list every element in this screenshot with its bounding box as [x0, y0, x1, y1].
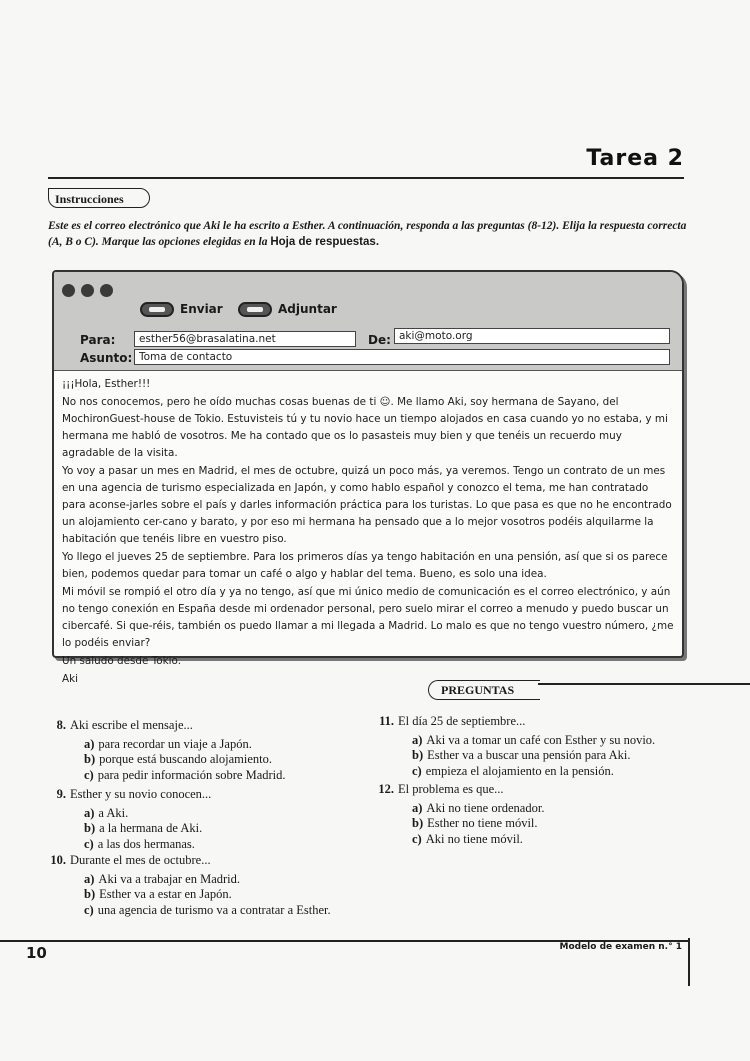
- question-number: 11.: [379, 714, 394, 728]
- option-letter: a): [84, 736, 95, 751]
- to-label: Para:: [80, 333, 116, 347]
- subject-label: Asunto:: [80, 351, 133, 365]
- window-dot-icon[interactable]: [100, 284, 113, 297]
- paperclip-icon: [238, 302, 272, 317]
- instructions-text: [48, 218, 688, 250]
- page-number: 10: [26, 944, 47, 962]
- option-text: Esther va a estar en Japón.: [99, 887, 232, 901]
- email-greeting: ¡¡¡Hola, Esther!!!: [62, 378, 151, 390]
- option-letter: b): [412, 748, 424, 762]
- attach-button[interactable]: [238, 301, 337, 317]
- option-text: Aki no tiene ordenador.: [426, 800, 545, 815]
- option-letter: c): [84, 902, 94, 917]
- email-signature: Aki: [62, 673, 79, 685]
- instructions-end: .: [375, 236, 380, 248]
- email-paragraph: Mi móvil se rompió el otro día y ya no tengo, así que mi único medio de comunicación es el correo electrónico, y aún no tengo conexión en España desde mi ordenador personal, pero suelo mirar el correo a menudo y puedo buscar un cibercafé. Si que-réis, también os puedo llamar a mi llegada a Madrid. Lo malo es que no tengo vuestro número, ¿me lo podéis enviar?: [62, 586, 674, 649]
- email-window: [52, 270, 684, 685]
- option-text: empieza el alojamiento en la pensión.: [425, 763, 614, 778]
- option-letter: c): [412, 831, 422, 846]
- exam-model-label: Modelo de examen n.° 1: [559, 942, 682, 952]
- option-text: porque está buscando alojamiento.: [99, 752, 272, 766]
- question-8: [46, 718, 386, 783]
- question-number: 8.: [56, 718, 66, 732]
- question-9: [46, 787, 386, 852]
- send-arrow-icon: [140, 302, 174, 317]
- email-paragraph: No nos conocemos, pero he oído muchas cosas buenas de ti ☺. Me llamo Aki, soy hermana de Sayano, del MochironGuest-house de Tokio. Estuvisteis tú y tu novio hace un tiempo alojados en casa cuando yo no estaba, y mi hermana me habló de vosotros. Me ha contado que os lo pasasteis muy bien y que tenéis un recuerdo muy agradable de la visita.: [62, 396, 668, 459]
- questions-label: PREGUNTAS: [428, 680, 540, 700]
- email-body: [62, 376, 674, 689]
- option-letter: b): [412, 816, 424, 830]
- to-field[interactable]: esther56@brasalatina.net: [134, 331, 356, 347]
- email-header: [54, 272, 682, 371]
- option-letter: a): [84, 871, 95, 886]
- question-number: 12.: [378, 782, 394, 796]
- question-stem: Aki escribe el mensaje...: [70, 718, 193, 732]
- window-dot-icon[interactable]: [62, 284, 75, 297]
- attach-label: Adjuntar: [278, 302, 337, 316]
- option-text: Aki va a trabajar en Madrid.: [98, 871, 241, 886]
- option-text: Aki no tiene móvil.: [425, 831, 523, 846]
- option-text: Esther no tiene móvil.: [427, 816, 538, 830]
- page-title: Tarea 2: [586, 146, 684, 171]
- from-field[interactable]: aki@moto.org: [394, 328, 670, 344]
- window-dot-icon[interactable]: [81, 284, 94, 297]
- option-text: para recordar un viaje a Japón.: [98, 736, 252, 751]
- option-letter: a): [84, 805, 95, 820]
- question-stem: Esther y su novio conocen...: [70, 787, 212, 801]
- option-letter: b): [84, 752, 96, 766]
- option-letter: a): [412, 800, 423, 815]
- question-11: [374, 714, 704, 779]
- instructions-italic: Este es el correo electrónico que Aki le ha escrito a Esther. A continuación, responda a las preguntas (8-12). Elija la respuesta correcta (A, B o C). Marque las opciones elegidas en la: [48, 220, 687, 248]
- question-stem: Durante el mes de octubre...: [70, 853, 211, 867]
- question-12: [374, 782, 704, 847]
- option-letter: c): [84, 767, 94, 782]
- send-label: Enviar: [180, 302, 223, 316]
- from-label: De:: [368, 333, 391, 347]
- option-letter: a): [412, 732, 423, 747]
- question-number: 10.: [50, 853, 66, 867]
- footer-vertical-rule: [688, 938, 690, 986]
- option-letter: c): [412, 763, 422, 778]
- email-paragraph: Yo voy a pasar un mes en Madrid, el mes de octubre, quizá un poco más, ya veremos. Tengo un contrato de un mes en una agencia de turismo especializada en Japón, y como hablo español y conozco el tema, me han contratado para aconse-jarles sobre el país y darles información práctica para los turistas. Lo que pasa es que no he encontrado un alojamiento cer-cano y barato, y por eso mi hermana ha pensado que a lo mejor vosotros podéis alquilarme la habitación que tenéis libre en vuestro piso.: [62, 465, 672, 545]
- email-paragraph: Yo llego el jueves 25 de septiembre. Para los primeros días ya tengo habitación en una pensión, así que si os parece bien, podemos quedar para tomar un café o algo y hablar del tema. Bueno, es solo una idea.: [62, 551, 668, 580]
- instructions-label: Instrucciones: [48, 188, 150, 208]
- option-letter: b): [84, 821, 96, 835]
- option-text: a la hermana de Aki.: [99, 821, 203, 835]
- title-rule: [48, 177, 684, 179]
- email-closing: Un saludo desde Tokio.: [62, 655, 182, 667]
- option-text: a las dos hermanas.: [97, 836, 195, 851]
- question-stem: El problema es que...: [398, 782, 504, 796]
- question-10: [46, 853, 406, 918]
- question-number: 9.: [56, 787, 66, 801]
- send-button[interactable]: [140, 301, 223, 317]
- option-text: a Aki.: [98, 805, 129, 820]
- option-text: para pedir información sobre Madrid.: [97, 767, 286, 782]
- option-text: Aki va a tomar un café con Esther y su novio.: [426, 732, 656, 747]
- option-letter: c): [84, 836, 94, 851]
- questions-rule: [538, 683, 750, 685]
- option-letter: b): [84, 887, 96, 901]
- instructions-bold: Hoja de respuestas: [270, 236, 376, 248]
- question-stem: El día 25 de septiembre...: [398, 714, 526, 728]
- subject-field[interactable]: Toma de contacto: [134, 349, 670, 365]
- option-text: una agencia de turismo va a contratar a Esther.: [97, 902, 331, 917]
- option-text: Esther va a buscar una pensión para Aki.: [427, 748, 631, 762]
